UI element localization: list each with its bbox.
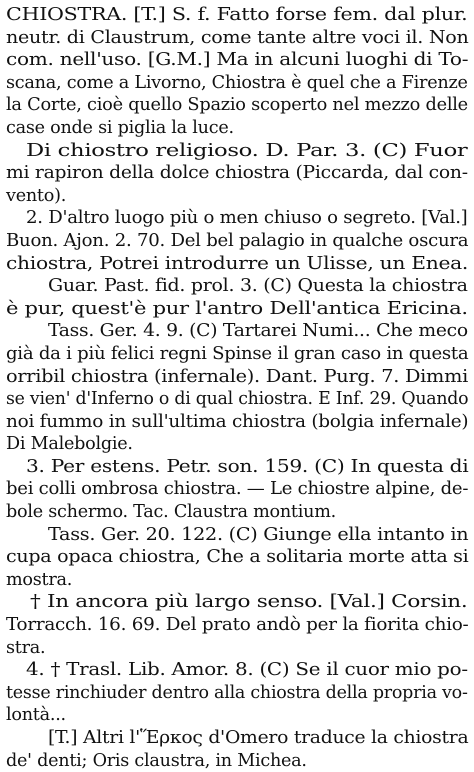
entry-line (6, 433, 468, 456)
entry-line-text: com. nell'uso. [G.M.] Ma in alcuni luoghi di To- (6, 50, 469, 71)
entry-line-text: è pur, quest'è pur l'antro Dell'antica Ericina. (6, 298, 468, 319)
entry-line-text: CHIOSTRA. [T.] S. f. Fatto forse fem. dal plur. (6, 5, 468, 25)
entry-line (6, 49, 468, 72)
entry-line-text: Di chiostro religioso. D. Par. 3. (C) Fuor (26, 140, 468, 161)
entry-line-text: cupa opaca chiostra, Che a solitaria morte atta si (6, 547, 469, 568)
entry-line-text: bei colli ombrosa chiostra. — Le chiostre alpine, de- (6, 479, 469, 500)
entry-line-text: mostra. (6, 569, 73, 590)
entry-line-text: [T.] Altri l'Ἕρκος d'Omero traduce la chiostra (48, 728, 469, 748)
entry-line-text: se vien' d'Inferno o di qual chiostra. E Inf. 29. Quando (6, 389, 469, 410)
entry-line-text: Torracch. 16. 69. Del prato andò per la fiorita chio- (6, 615, 469, 636)
entry-line (6, 456, 468, 479)
entry-line (6, 230, 468, 253)
entry-line-text: mi rapiron della dolce chiostra (Piccarda, dal con- (6, 163, 468, 184)
entry-line (6, 343, 468, 366)
entry-line (6, 162, 468, 185)
entry-line (6, 524, 468, 547)
entry-line (6, 366, 468, 389)
entry-line-text: scana, come a Livorno, Chiostra è quel che a Firenze (6, 72, 468, 93)
entry-line (6, 275, 468, 298)
entry-line-text: de' denti; Oris claustra, in Michea. (6, 750, 307, 771)
entry-line (6, 682, 468, 705)
entry-line-text: 4. † Trasl. Lib. Amor. 8. (C) Se il cuor mio po- (26, 660, 468, 681)
entry-line (6, 591, 468, 614)
entry-line (6, 27, 468, 50)
entry-line-text: vento). (6, 185, 67, 206)
entry-line-text: Buon. Ajon. 2. 70. Del bel palagio in qualche oscura (6, 230, 469, 251)
entry-line (6, 750, 468, 772)
entry-line-text: 2. D'altro luogo più o men chiuso o segreto. [Val.] (26, 208, 468, 229)
entry-line (6, 704, 468, 727)
entry-line (6, 298, 468, 321)
entry-line (6, 546, 468, 569)
entry-line-text: stra. (6, 637, 46, 658)
entry-line (6, 637, 468, 660)
entry-line (6, 94, 468, 117)
entry-line (6, 207, 468, 230)
entry-line (6, 117, 468, 140)
entry-line-text: già da i più felici regni Spinse il gran caso in questa (6, 343, 469, 364)
entry-line (6, 727, 468, 750)
entry-line (6, 140, 468, 163)
entry-line-text: Guar. Past. fid. prol. 3. (C) Questa la chiostra (48, 276, 468, 297)
entry-line-text: la Corte, cioè quello Spazio scoperto nel mezzo delle (6, 95, 468, 116)
entry-line (6, 659, 468, 682)
entry-line (6, 253, 468, 276)
entry-line (6, 72, 468, 95)
entry-line-text: Di Malebolgie. (6, 434, 133, 455)
entry-line-text: neutr. di Claustrum, come tante altre voci il. Non (6, 27, 469, 48)
entry-line-text: Tass. Ger. 4. 9. (C) Tartarei Numi... Che meco (48, 321, 468, 342)
entry-line (6, 501, 468, 524)
entry-line (6, 185, 468, 208)
entry-line-text: 3. Per estens. Petr. son. 159. (C) In questa di (26, 456, 469, 477)
dictionary-entry (6, 4, 468, 772)
entry-line (6, 320, 468, 343)
entry-line-text: lontà... (6, 705, 66, 726)
entry-line-text: noi fummo in sull'ultima chiostra (bolgia infernale) (6, 411, 469, 432)
entry-line (6, 614, 468, 637)
entry-line-text: tesse rinchiuder dentro alla chiostra della propria vo- (6, 682, 468, 703)
entry-line (6, 411, 468, 434)
entry-line-text: chiostra, Potrei introdurre un Ulisse, un Enea. (6, 253, 469, 274)
entry-line-text: † In ancora più largo senso. [Val.] Corsin. (30, 592, 468, 613)
entry-line-text: case onde si piglia la luce. (6, 117, 234, 138)
entry-line-text: bole schermo. Tac. Claustra montium. (6, 502, 336, 523)
entry-line (6, 388, 468, 411)
entry-line-text: orribil chiostra (infernale). Dant. Purg. 7. Dimmi (6, 366, 469, 387)
entry-line (6, 4, 468, 27)
entry-line-text: Tass. Ger. 20. 122. (C) Giunge ella intanto in (48, 524, 469, 545)
entry-line (6, 569, 468, 592)
entry-line (6, 478, 468, 501)
